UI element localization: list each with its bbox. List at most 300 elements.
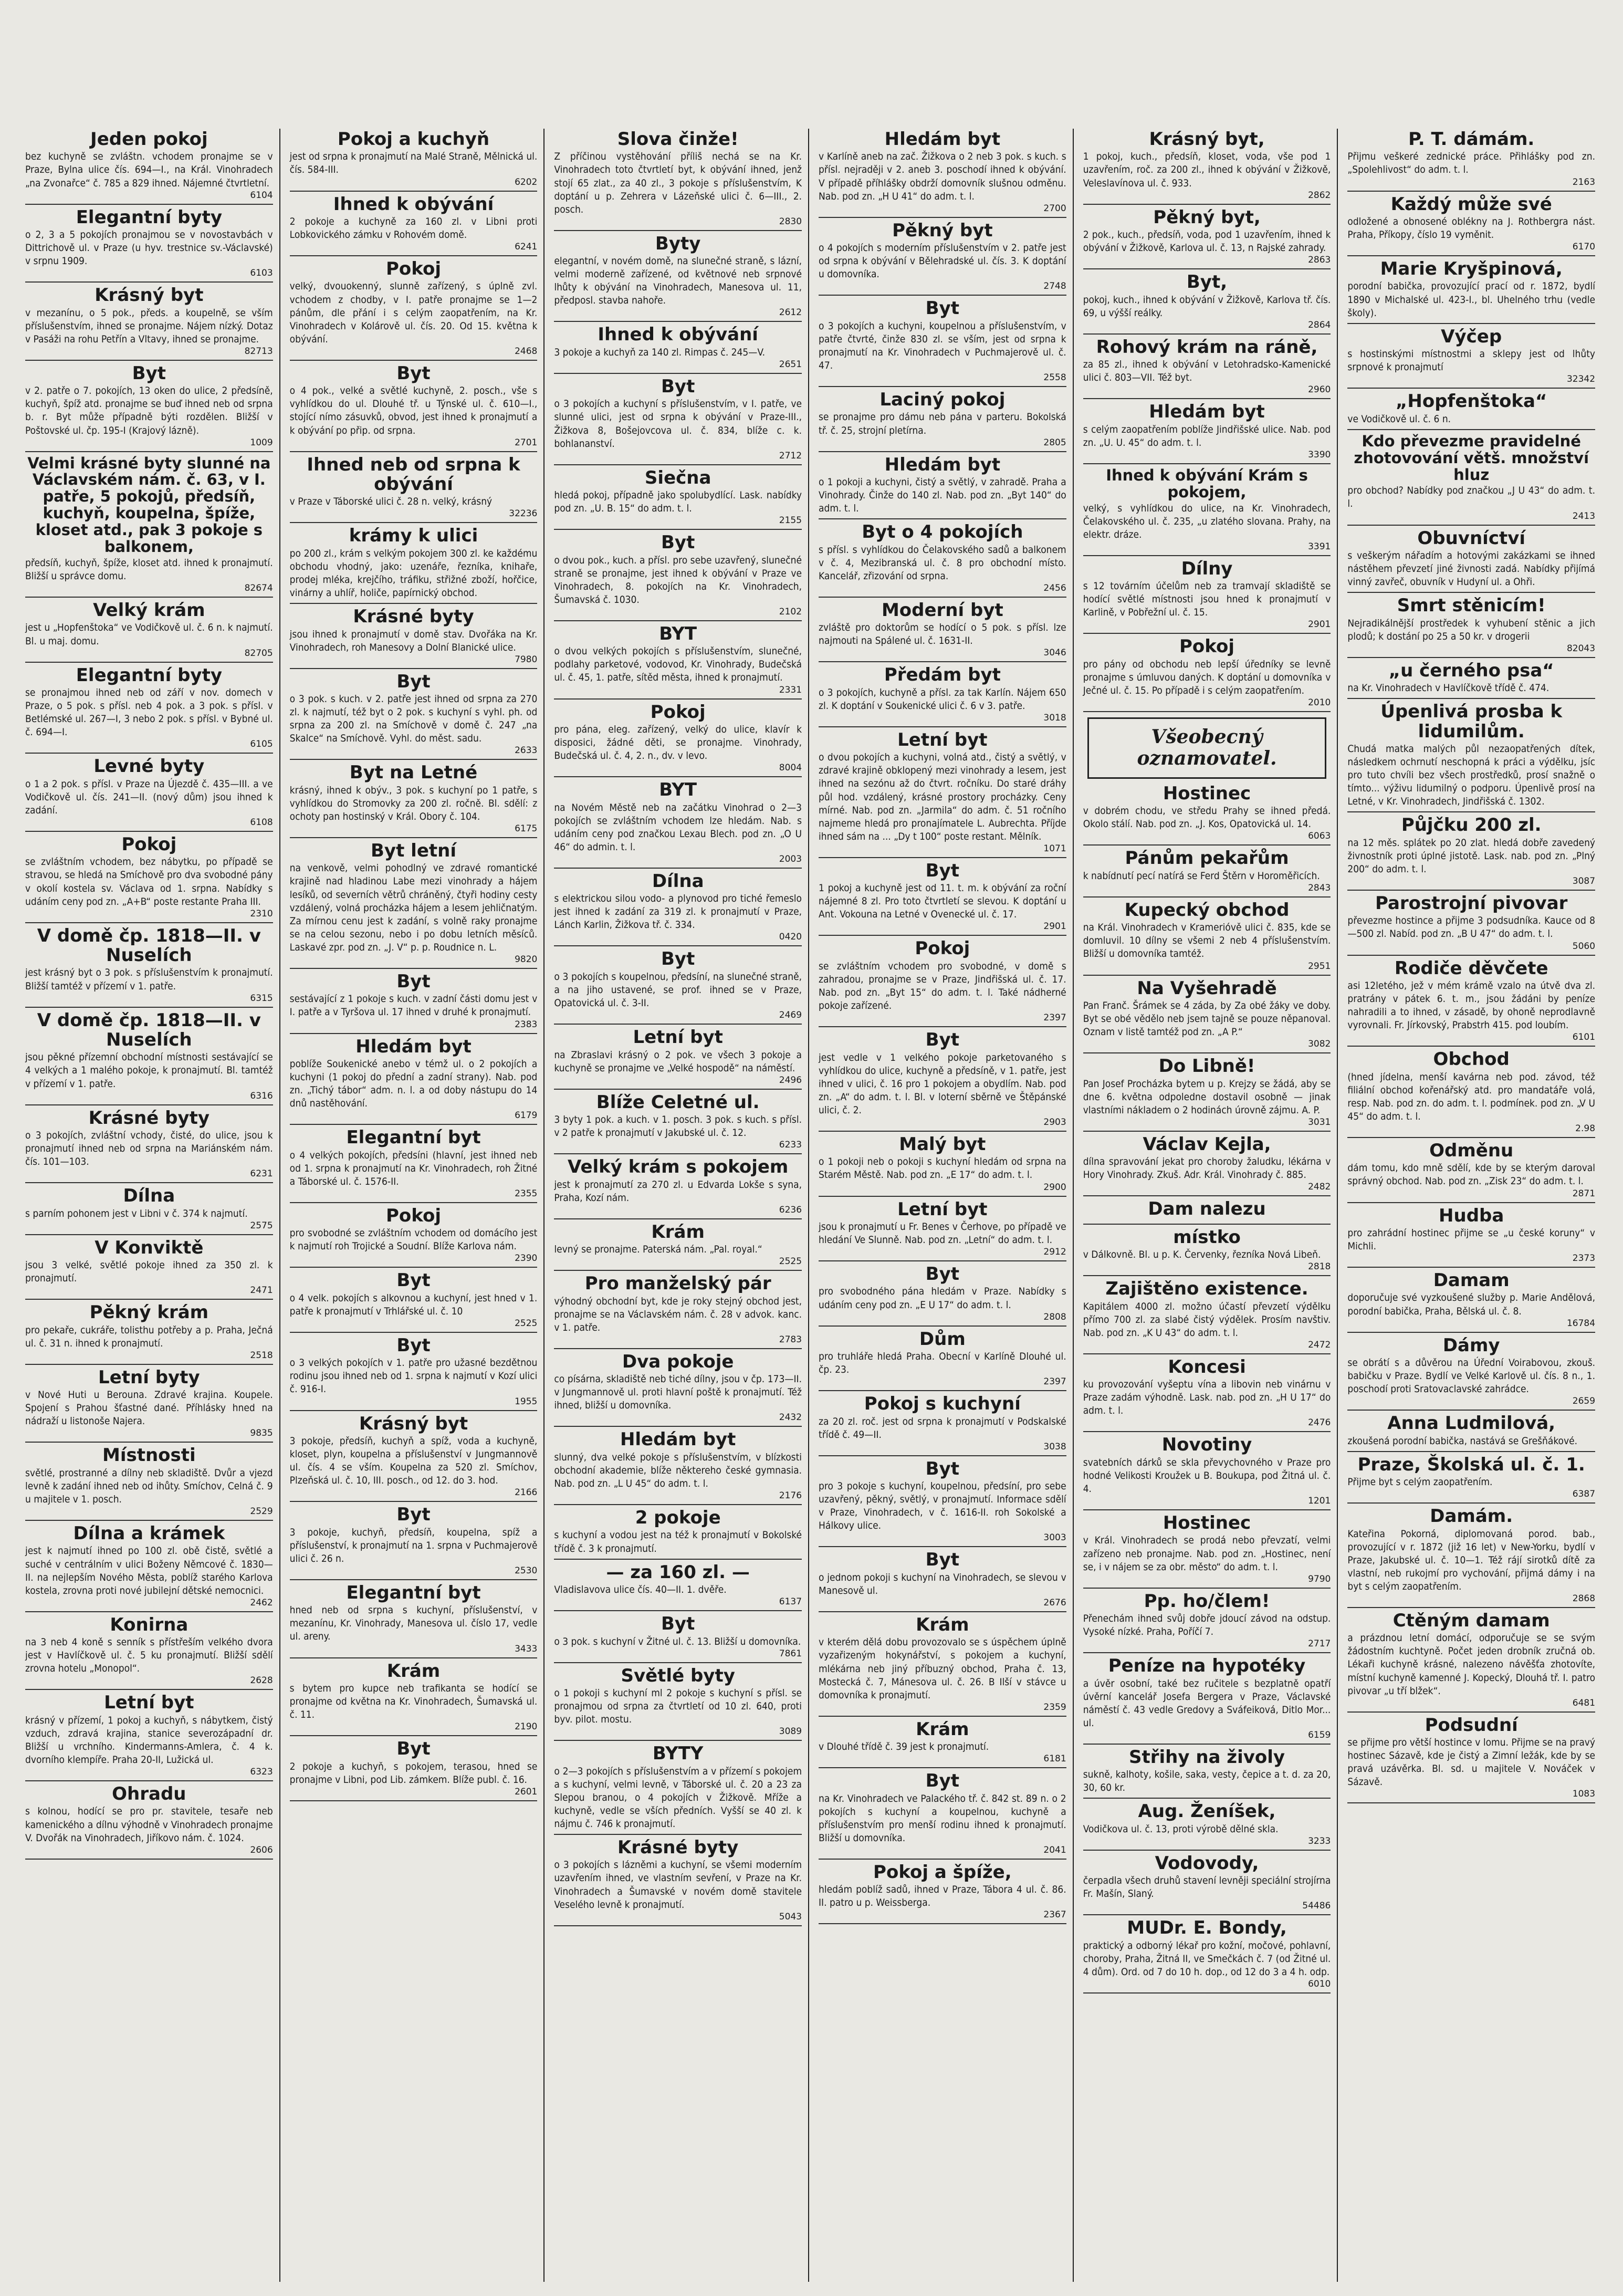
ad-body: levný se pronajme. Paterská nám. „Pal. royal.“: [554, 1244, 762, 1256]
ad-number: 2.98: [1575, 1123, 1596, 1134]
classified-ad: [25, 1368, 273, 1443]
ad-number: 7861: [779, 1648, 802, 1659]
ad-body: ku provozování vyšeptu vína a libovin neb vinárnu v Praze zadám výhodně. Lask. nab. pod zn. „H U 17“ do adm. t. l.: [1083, 1379, 1331, 1417]
ad-number: 3031: [1308, 1116, 1331, 1128]
ad-number: 9820: [515, 954, 538, 965]
classified-ad: [290, 1336, 538, 1411]
ad-title: Krásný byt,: [1149, 129, 1265, 150]
ad-body: o 3 pokojích s lázněmi a kuchyní, se všemi moderním uzavřením ihned, ve vlastním sevření, v Praze na Kr. Vinohradech a Šumavské v novém domě stavitele Veselého levně k pronajmutí.: [554, 1859, 802, 1911]
ad-title: Byt: [925, 1264, 960, 1285]
ad-body: na Kr. Vinohradech ve Palackého tř. č. 842 st. 89 n. o 2 pokojích s kuchyní a koupelnou, kuchyně a příslušenstvím pro menší rodinu ihned k pronajmutí. Bližší u domovníka.: [819, 1792, 1066, 1844]
ad-number: 6202: [515, 176, 538, 187]
ad-title: Byt: [925, 1458, 960, 1479]
classified-ad: [1083, 1592, 1331, 1654]
ad-title: Byt: [396, 1738, 431, 1760]
ad-body: na 3 neb 4 koně s senník s přístřeším velkého dvora jest v Havlíčkově ul. č. 5 ku pronajmutí. Bližší sdělí zrovna hotelu „Monopol“.: [25, 1636, 273, 1675]
ad-number: 8004: [779, 763, 802, 774]
classified-ad: [1347, 702, 1595, 812]
ad-body: o dvou pok., kuch. a přísl. pro sebe uzavřený, slunečné straně se pronajme, jest ihned k obývání v Praze ve Vinohradech, 8. pokojích na Kr. Vinohradech, Šumavská č. 1030.: [554, 554, 802, 606]
classified-ad: [290, 672, 538, 760]
ad-number: 2717: [1308, 1638, 1331, 1650]
ad-title: Na Vyšehradě: [1137, 977, 1277, 999]
classified-ad: [1347, 959, 1595, 1047]
ad-title: „Hopfenštoka“: [1396, 391, 1547, 412]
ad-body: pro truhláře hledá Praha. Obecní v Karlíně Dlouhé ul. čp. 23.: [819, 1351, 1066, 1376]
ad-body: o 1 pokoji neb o pokoji s kuchyní hledám od srpna na Starém Městě. Nab. pod zn. „E 17“ do adm. t. l.: [819, 1156, 1066, 1181]
ad-body: za 20 zl. roč. jest od srpna k pronajmutí v Podskalské třídě č. 49—II.: [819, 1415, 1066, 1441]
ad-number: 2606: [250, 1844, 273, 1855]
ad-number: 16784: [1566, 1318, 1596, 1329]
ad-number: 2525: [515, 1318, 538, 1329]
classified-ad: [25, 1186, 273, 1235]
ad-number: 2432: [779, 1412, 802, 1423]
ad-title: Hledám byt: [884, 129, 1001, 150]
ad-number: 0420: [779, 932, 802, 943]
ad-body: s kuchyní a vodou jest na též k pronajmutí v Bokolské třídě č. 3 k pronajmutí.: [554, 1529, 802, 1554]
ad-body: o 3 pok. s kuchyní v Žitné ul. č. 13. Bližší u domovníka.: [554, 1635, 801, 1647]
ad-body: o 3 pokojích a kuchyní s příslušenstvím, v I. patře, ve slunné ulici, jest od srpna k obývání v Praze-III., Žižkova 8, Bošejovcova ul. č. 834, blíže c. k. bohlananství.: [554, 398, 802, 450]
ad-body: Z příčinou vystěhování příliš nechá se na Kr. Vinohradech toto čtvrtletí byt, k obývání ihned, jenž stojí 65 zlat., za 40 zl., 3 pokoje s příslušenstvím, K doptání u p. Zehrera v Lázeňské ulici č. 6—III., 2. posch.: [554, 151, 802, 215]
ad-title: Blíže Celetné ul.: [596, 1091, 760, 1113]
ad-number: 2830: [779, 216, 802, 227]
classified-ad: [554, 1563, 802, 1611]
ad-title: Dům: [919, 1328, 966, 1350]
ad-title: Letní byt: [897, 729, 988, 750]
ad-body: jest krásný byt o 3 pok. s příslušenstvím k pronajmutí. Bližší tamtéž v přízemí v 1. patře.: [25, 967, 273, 992]
ad-body: jest od srpna k pronajmutí na Malé Straně, Mělnická ul. čís. 584-III.: [289, 151, 538, 176]
ad-number: 2700: [1043, 203, 1066, 214]
ad-title: krámy k ulici: [349, 525, 478, 547]
ad-number: 6170: [1572, 242, 1596, 253]
classified-ad: [1347, 596, 1595, 658]
ad-title: Ihned k obývání: [333, 193, 494, 215]
ad-title: Krásný byt: [359, 1413, 468, 1434]
ad-body: o 3 pokojích s koupelnou, předsíní, na slunečné straně, a na jiho ustavené, se prof. ihned se v Praze, Opatovická ul. č. 3-II.: [554, 970, 802, 1009]
ad-body: hledám poblíž sadů, ihned v Praze, Tábora 4 ul. č. 86. II. patro u p. Weissberga.: [819, 1884, 1066, 1909]
classified-ad: [1347, 1050, 1595, 1138]
ad-number: 3089: [779, 1726, 802, 1737]
ad-number: 6316: [250, 1090, 273, 1101]
ad-number: 2397: [1043, 1376, 1066, 1387]
ad-number: 7980: [515, 654, 538, 665]
classified-ad: [554, 872, 802, 947]
classified-ad: [1347, 1141, 1595, 1203]
ad-body: o 4 pok., velké a světlé kuchyně, 2. posch., vše s vyhlídkou do ul. Dlouhé tř. u Týnské ul. č. 610—I., stojící nímo zásuvků, obvod, jest ihned k pronajmutí a k obývání po přip. od srpna.: [289, 385, 538, 436]
ad-number: 2390: [515, 1253, 538, 1264]
ad-body: sestávající z 1 pokoje s kuch. v zadní části domu jest v I. patře a v Tyršova ul. 17 ihned v druhé k pronajmutí.: [289, 993, 538, 1018]
ad-number: 2676: [1043, 1597, 1066, 1608]
ad-title: Dílna: [652, 870, 704, 892]
classified-ad: [819, 1615, 1066, 1717]
ad-number: 3391: [1308, 541, 1331, 552]
ad-title: Ctěným damam: [1392, 1610, 1550, 1631]
ad-title: Rohový krám na ráně,: [1096, 336, 1318, 358]
ad-body: 2 pokoje a kuchyně za 160 zl. v Libni proti Lobkovického zámku v Rohovém domě.: [289, 215, 538, 241]
ad-number: 2456: [1043, 582, 1066, 593]
ad-body: jsou ihned k pronajmutí v domě stav. Dvořáka na Kr. Vinohradech, roh Manesovy a Dolní Blanické ulice.: [289, 628, 538, 653]
ad-title: Byt: [396, 671, 431, 692]
ad-number: 6387: [1572, 1489, 1596, 1500]
ad-number: 6323: [250, 1767, 273, 1778]
ad-title: Konirna: [110, 1614, 189, 1635]
ad-title: Krásné byty: [353, 606, 474, 628]
ad-title: Kupecký obchod: [1124, 899, 1290, 921]
ad-title: Novotiny: [1161, 1434, 1252, 1456]
classified-ad: [25, 1524, 273, 1612]
ad-number: 6159: [1308, 1729, 1331, 1740]
classified-ad: [819, 939, 1066, 1027]
classified-ad: [1083, 1918, 1331, 1994]
ad-number: 54486: [1302, 1901, 1331, 1912]
ad-number: 82705: [244, 648, 273, 659]
classified-ad: [25, 666, 273, 754]
classified-ad: [1083, 1802, 1331, 1850]
ad-title: Siečna: [644, 467, 711, 488]
classified-ad: [554, 377, 802, 465]
ad-number: 2863: [1308, 255, 1331, 266]
ad-number: 2783: [779, 1334, 802, 1345]
ad-body: o 4 velkých pokojích, předsíni (hlavní, jest ihned neb od 1. srpna k pronajmutí na Kr. Vinohradech, roh Žitné a Táborské ul. č. 1576-II.: [289, 1149, 538, 1187]
ad-body: pro pekaře, cukráře, tolisthu potřeby a p. Praha, Ječná ul. č. 31 n. ihned k pronajmutí.: [25, 1324, 273, 1349]
classified-ad: [819, 1863, 1066, 1925]
ad-title: Levné byty: [93, 756, 205, 777]
ad-title: Slova činže!: [617, 129, 739, 150]
ad-number: 2373: [1572, 1253, 1596, 1264]
ad-body: sukně, kalhoty, košile, saka, vesty, čepice a t. d. za 20, 30, 60 kr.: [1083, 1769, 1331, 1794]
classified-ad: [1347, 816, 1595, 891]
ad-number: 3082: [1308, 1039, 1331, 1050]
ad-title: Pokoj: [915, 938, 970, 959]
ad-title: Pokoj: [1179, 636, 1235, 658]
ad-number: 2469: [779, 1010, 802, 1021]
ad-title: Střihy na živoly: [1128, 1746, 1285, 1768]
ad-title: Každý může své: [1390, 193, 1552, 215]
classified-ad: [1347, 259, 1595, 324]
ad-body: dám tomu, kdo mně sdělí, kde by se kterým daroval správný obchod. Nab. pod zn. „Zisk 23“ do adm. t. l.: [1347, 1162, 1596, 1187]
ad-title: Byt: [396, 1270, 431, 1291]
newspaper-page: [21, 129, 1601, 2282]
ad-body: doporučuje své vyzkoušené služby p. Marie Andělová, porodní babička, Praha, Bělská ul. č. 8.: [1347, 1292, 1596, 1317]
ad-number: 3233: [1308, 1835, 1331, 1846]
ad-number: 1083: [1572, 1789, 1596, 1800]
ad-title: Dílna: [123, 1185, 175, 1207]
ad-body: Přenechám ihned svůj dobře jdoucí závod na odstup. Vysoké nízké. Praha, Poříčí 7.: [1083, 1613, 1331, 1638]
classified-ad: [819, 390, 1066, 452]
classified-ad: [1083, 1057, 1331, 1132]
ad-body: Vodičkova ul. č. 13, proti výrobě dělné skla.: [1083, 1823, 1279, 1835]
classified-ad: [554, 1274, 802, 1349]
ad-title: Pokoj: [121, 833, 177, 855]
ad-number: 3018: [1043, 712, 1066, 723]
classified-ad: [290, 763, 538, 838]
ad-title: Letní byt: [897, 1198, 988, 1220]
ad-number: 2651: [779, 359, 802, 370]
classified-ad: [290, 1206, 538, 1268]
ad-number: 1201: [1308, 1496, 1331, 1507]
ad-body: Pan Josef Procházka bytem u p. Krejzy se žádá, aby se dne 6. května odpoledne dostavil osobně — jinak vlastními nákladem o 2 hodinách úrovně zájmu. A. P.: [1083, 1078, 1331, 1116]
ad-body: Vladislavova ulice čís. 40—II. 1. dvěře.: [554, 1584, 727, 1596]
ad-title: Parostrojní pivovar: [1375, 893, 1568, 914]
ad-body: jest k najmutí ihned po 100 zl. obě čistě, světlé a suché v centrálním v ulici Boženy Němcové č. 1830—II. na nejlepším Nového Města, poblíž starého Karlova kostela, zrovna proti nové jubilejní dětské nemocnici.: [25, 1545, 273, 1596]
ad-title: Hostinec: [1163, 1512, 1251, 1534]
ad-title: Byt: [661, 948, 695, 970]
ad-title: Elegantní byty: [76, 206, 222, 228]
classified-ad: [819, 455, 1066, 520]
ad-title: Výčep: [1441, 326, 1502, 347]
ad-title: Koncesi: [1168, 1356, 1246, 1377]
ad-body: pokoj, kuch., ihned k obývání v Žižkově, Karlova tř. čís. 69, u výšší reálky.: [1083, 294, 1331, 319]
ad-title: Aug. Ženíšek,: [1138, 1801, 1276, 1822]
ad-body: o 4 velk. pokojích s alkovnou a kuchyní, jest hned v 1. patře k pronajmutí v Trhlářské ul. č. 10: [289, 1292, 538, 1317]
ad-number: 2659: [1572, 1396, 1596, 1407]
ad-body: o jednom pokoji s kuchyní na Vinohradech, se slevou v Manesově ul.: [819, 1571, 1066, 1596]
ad-body: po 200 zl., krám s velkým pokojem 300 zl. ke každému obchodu vhodný, jako: uzenáře, řezníka, knihaře, prodej mléka, krejčího, tráfiku, střižné zboží, hořčice, vinárny a uhlíř, holiče, papírnický obchod.: [289, 547, 538, 599]
classified-ad: [25, 1011, 273, 1105]
classified-ad: [1083, 1358, 1331, 1433]
ad-title: Byt letní: [371, 840, 456, 862]
classified-ad: [1083, 1135, 1331, 1197]
ad-body: v Praze v Táborské ulici č. 28 n. velký, krásný: [289, 496, 493, 508]
ad-title: — za 160 zl. —: [606, 1561, 750, 1583]
ad-number: 6315: [250, 993, 273, 1004]
ad-body: o 3 pokojích, kuchyně a přísl. za tak Karlín. Nájem 650 zl. K doptání v Soukenické ulici č. 6 v 3. patře.: [819, 686, 1066, 712]
ad-body: s veškerým nářadím a hotovými zakázkami se ihned nástěhem převzetí jiné živnosti zadá. Nabídky přijímá vinný zavřeč, obuvník v Hudyní ul. a Ohři.: [1347, 549, 1596, 588]
ad-number: 82043: [1566, 643, 1596, 654]
classified-ad: [1083, 467, 1331, 556]
classified-ad: [25, 1238, 273, 1300]
ad-number: 82713: [244, 346, 273, 357]
classified-ad: [819, 1330, 1066, 1392]
ad-title: Byt na Letné: [349, 762, 478, 784]
ad-title: Hudba: [1439, 1205, 1504, 1226]
classified-ad: [819, 1030, 1066, 1132]
ad-title: V Konviktě: [95, 1237, 204, 1258]
ad-title: BYT: [659, 623, 697, 644]
ad-number: 2901: [1043, 921, 1066, 932]
classified-ad: [554, 1614, 802, 1663]
ad-title: Půjčku 200 zl.: [1401, 815, 1542, 836]
ad-title: Místnosti: [102, 1445, 196, 1466]
ad-number: 2901: [1308, 619, 1331, 630]
ad-body: v 2. patře o 7. pokojích, 13 oken do ulice, 2 předsíně, kuchyň, špíž atd. pronajme se buď ihned neb od srpna b. r. Byt může případně býti rozdělen. Bližší v Poštovské ul. čp. 195-I (Krajový lázně).: [25, 385, 273, 436]
ad-body: 3 pokoje, kuchyň, předsíň, koupelna, spíž a příslušenství, k pronajmutí na 1. srpna v Puchmajerově ulici č. 26 n.: [289, 1526, 538, 1564]
classified-column: [1343, 129, 1601, 2282]
ad-title: Podsudní: [1425, 1714, 1518, 1736]
ad-body: k nabídnutí pecí natírá se Ferd Štěrn v Horoměřicích.: [1083, 870, 1320, 882]
classified-ad: [290, 1414, 538, 1502]
ad-body: jsou pěkné přízemní obchodní místnosti sestávající se 4 velkých a 1 malého pokoje, k pronajmutí. Bl. tamtéž v přízemí v 1. patře.: [25, 1051, 273, 1090]
classified-ad: [1083, 784, 1331, 846]
ad-body: o 2—3 pokojích s příslušenstvím a v přízemí s pokojem a s kuchyní, velmi levně, v Táborské ul. č. 20 a 23 za Slepou branou, o 4 pokojích v Žižkově. Mříže a kuchyně, vedle se vších předních. Vyšší se 40 zl. k nájmu č. 746 k pronajmutí.: [554, 1765, 802, 1830]
ad-title: Peníze na hypotéky: [1108, 1655, 1306, 1677]
classified-ad: [554, 468, 802, 530]
ad-title: Pokoj: [386, 258, 441, 280]
ad-title: Krásné byty: [88, 1107, 210, 1129]
ad-title: Byt: [925, 1770, 960, 1792]
classified-ad: [554, 1430, 802, 1505]
ad-title: Velký krám: [93, 600, 205, 621]
ad-title: Ihned neb od srpna k obývání: [307, 454, 520, 495]
ad-title: Byt: [925, 1029, 960, 1051]
classified-ad: [1083, 979, 1331, 1054]
classified-ad: [1083, 1228, 1331, 1276]
ad-number: 9835: [250, 1428, 273, 1439]
classified-ad: [25, 1303, 273, 1365]
ad-body: s přísl. s vyhlídkou do Čelakovského sadů a balkonem v č. 4, Mezibranská ul. č. 8 pro obchodní místo. Kancelář, zřizování od srpna.: [819, 544, 1066, 582]
ad-title: Dam nalezu: [1148, 1198, 1266, 1220]
ad-body: v Karlíně aneb na zač. Žižkova o 2 neb 3 pok. s kuch. s přísl. nejraději v 2. aneb 3. poschodí ihned k obývání. V případě příhlášky obdrží domovník slušnou odměnu. Nab. pod zn. „H U 41“ do adm. t. l.: [819, 151, 1066, 202]
ad-number: 1071: [1043, 843, 1066, 854]
classified-ad: [1347, 1336, 1595, 1411]
classified-ad: [554, 1838, 802, 1926]
classified-ad: [1347, 1716, 1595, 1804]
ad-number: 2871: [1572, 1188, 1596, 1199]
ad-body: jest k pronajmutí za 270 zl. u Edvarda Lokše s syna, Praha, Kozí nám.: [554, 1178, 802, 1204]
ad-body: na Novém Městě neb na začátku Vinohrad o 2—3 pokojích se zvláštním vchodem lze hledám. Nab. s udáním ceny pod značkou Lexau Blech. pod zn. „O U 46“ do admin. t. l.: [554, 801, 802, 853]
ad-title: Byt: [925, 860, 960, 881]
ad-number: 2102: [779, 606, 802, 617]
ad-title: Elegantní byt: [346, 1582, 481, 1603]
classified-ad: [1347, 195, 1595, 257]
classified-ad: [1083, 1199, 1331, 1224]
ad-number: 6241: [515, 242, 538, 253]
ad-body: na Kr. Vinohradech v Havlíčkově třídě č. 474.: [1347, 682, 1549, 694]
classified-ad: [1347, 130, 1595, 192]
ad-body: čerpadla všech druhů stavení levněji speciální strojírna Fr. Mašín, Slaný.: [1083, 1875, 1331, 1900]
ad-title: Pánům pekařům: [1125, 848, 1289, 869]
ad-body: 3 byty 1 pok. a kuch. v 1. posch. 3 pok. s kuch. s přísl. v 2 patře k pronajmutí v Jakubské ul. č. 12.: [554, 1114, 802, 1139]
ad-number: 2190: [515, 1721, 538, 1733]
ad-title: Zajištěno existence.: [1105, 1278, 1308, 1300]
ad-body: jsou k pronajmutí u Fr. Benes v Čerhove, po případě ve hledání Ve Slunně. Nab. pod zn. „Letní“ do adm. t. l.: [819, 1220, 1066, 1246]
classified-ad: [25, 1693, 273, 1781]
ad-body: v kterém dělá dobu provozovalo se s úspěchem úplně vyzařizeným hokynářství, s pokojem a kuchyní, mlékárna neb jiný příbuzný obchod, Praha č. 13, Mostecká č. 7, Mánesova ul. č. 26. B Ilší v stávce u domovníka k pronajmutí.: [819, 1636, 1066, 1701]
classified-ad: [554, 1157, 802, 1219]
ad-body: porodní babička, provozující prací od r. 1872, bydlí 1890 v Michalské ul. 423-I., bl. Uhelného trhu (vedle školy).: [1347, 280, 1596, 319]
ad-title: Letní byt: [633, 1027, 723, 1048]
classified-ad: [1347, 1206, 1595, 1268]
classified-ad: [290, 972, 538, 1034]
classified-ad: [25, 926, 273, 1008]
classified-ad: [1347, 1271, 1595, 1333]
ad-number: 2476: [1308, 1417, 1331, 1428]
ad-number: 1955: [515, 1396, 538, 1407]
ad-body: v Král. Vinohradech se prodá nebo převzatí, velmi zařízeno neb pronajme. Nab. pod zn. „Hostinec, není se, i v nájem se za obr. město“ do adm. t. l.: [1083, 1535, 1331, 1573]
ad-body: s celým zaopatřením poblíže Jindřišské ulice. Nab. pod zn. „U. U. 45“ do adm. t. l.: [1083, 423, 1331, 448]
classified-ad: [1083, 1748, 1331, 1799]
ad-title: Praze, Školská ul. č. 1.: [1357, 1454, 1585, 1475]
ad-title: Pokoj a špíže,: [873, 1861, 1012, 1883]
ad-body: pro 3 pokoje s kuchyní, koupelnou, předsíní, pro sebe uzavřený, pěkný, světlý, v pronajmutí. Informace sdělí v Praze, Vinohradech, v č. 1616-II. roh Sokolské a Hálkovy ulice.: [819, 1480, 1066, 1532]
ad-body: o 1 a 2 pok. s přísl. v Praze na Újezdě č. 435—III. a ve Vodičkově ul. čís. 241—II. (nový dům) jsou ihned k zadání.: [25, 778, 273, 816]
ad-body: o 3 pok. s kuch. v 2. patře jest ihned od srpna za 270 zl. k najmutí, též byt o 2 pok. s kuchyní s vyhl. ph. od srpna za 200 zl. na Smíchově v domě č. 247 „na Skalce“ na Smíchově. Vyhl. do měst. sadu.: [289, 693, 538, 745]
classified-ad: [290, 364, 538, 452]
ad-body: v Nové Huti u Berouna. Zdravé krajina. Koupele. Spojení s Prahou šťastné dané. Příhlásky hned na nádraží u listonoše Najera.: [25, 1389, 273, 1427]
ad-body: na 12 měs. splátek po 20 zlat. hledá dobře zavedený živnostník proti úplné jistotě. Lask. nab. pod zn. „Plný 200“ do adm. t. l.: [1347, 837, 1596, 875]
ad-body: velký, dvouokenný, slunně zařízený, s úplně zvl. vchodem z chodby, v I. patře pronajme se 1—2 pánům, dle přání i s celým zaopatřením, na Kr. Vinohradech v Kolárově ul. čís. 20. Od 15. května k obývání.: [289, 280, 538, 345]
ad-title: Byt: [396, 1334, 431, 1356]
ad-number: 6108: [250, 817, 273, 828]
ad-title: Pěkný byt: [892, 220, 993, 241]
ad-title: Obuvníctví: [1417, 527, 1526, 549]
ad-title: Velký krám s pokojem: [568, 1156, 789, 1178]
ad-number: 5043: [779, 1911, 802, 1922]
classified-ad: [290, 259, 538, 361]
ad-number: 2496: [779, 1074, 802, 1086]
ad-number: 2900: [1043, 1182, 1066, 1193]
classified-ad: [1347, 392, 1595, 430]
ad-number: 2471: [250, 1285, 273, 1296]
classified-ad: [819, 1394, 1066, 1456]
ad-title: Moderní byt: [881, 599, 1003, 621]
classified-ad: [1347, 661, 1595, 699]
classified-ad: [819, 523, 1066, 598]
classified-ad: [290, 1662, 538, 1737]
ad-body: jsou 3 velké, světlé pokoje ihned za 350 zl. k pronajmutí.: [25, 1259, 273, 1285]
ad-title: Byt: [661, 532, 695, 554]
ad-body: zvláště pro doktorům se hodící o 5 pok. s přísl. lze najmouti na Spálené ul. č. 1631-II.: [819, 622, 1066, 647]
classified-ad: [819, 299, 1066, 387]
ad-number: 6104: [250, 190, 273, 201]
ad-title: Hostinec: [1163, 782, 1251, 804]
ad-title: Hledám byt: [884, 454, 1001, 475]
classified-ad: [819, 1200, 1066, 1262]
classified-ad: [1347, 1455, 1595, 1504]
classified-ad: [819, 1720, 1066, 1768]
ad-body: elegantní, v novém domě, na slunečné straně, s lázní, velmi moderně zařízené, od květnové neb srpnové lhůty k obývání na Vinohradech, Manesova ul. 11, předposl. stavba nahoře.: [554, 255, 802, 307]
ad-body: s parním pohonem jest v Libni v č. 374 k najmutí.: [25, 1207, 248, 1219]
ad-title: Dámy: [1442, 1334, 1500, 1356]
classified-ad: [1083, 208, 1331, 270]
ad-body: v Dlouhé třídě č. 39 jest k pronajmutí.: [819, 1741, 989, 1753]
ad-body: poblíže Soukenické anebo v témž ul. o 2 pokojích a kuchyni (1 pokoj do přední a zadní strany). Nab. pod zn. „Tichý tábor“ adm. n. l. a od doby nástupu do 14 dnů nastěhování.: [289, 1058, 538, 1110]
ad-number: 6175: [515, 823, 538, 834]
classified-ad: [25, 1784, 273, 1860]
ad-number: 2462: [250, 1597, 273, 1608]
ad-number: 2805: [1043, 437, 1066, 448]
classified-ad: [25, 455, 273, 598]
ad-number: 2862: [1308, 190, 1331, 201]
ad-body: a prázdnou letní domácí, odporučuje se se svým žádostním kuchtyně. Počet jeden drobník zručná ob. Lékaři kuchyně krásné, nalezeno návěšťa zhotovíte, místní kuchyně kamenné J. Kopecký, Dlouhá tř. I. patro pivovar „u tří blžek“.: [1347, 1632, 1596, 1697]
ad-body: 1 pokoj, kuch., předsíň, kloset, voda, vše pod 1 uzavřením, roč. za 200 zl., ihned k obývání v Žižkově, Veleslavínova ul. č. 933.: [1083, 151, 1331, 189]
ad-body: 1 pokoj a kuchyně jest od 11. t. m. k obývání za roční nájemné 8 zl. Pro toto čtvrtletí se slevou. K doptání u Ant. Vokouna na Letné v Ovenecké ul. č. 17.: [819, 882, 1066, 921]
ad-number: 2003: [779, 853, 802, 864]
ad-number: 6137: [779, 1596, 802, 1608]
ad-title: Byt,: [1186, 272, 1228, 293]
classified-ad: [290, 1739, 538, 1801]
ad-body: o 1 pokoji a kuchyni, čistý a světlý, v zahradě. Praha a Vinohrady. Činže do 140 zl. Nab. pod zn. „Byt 140“ do adm. t. l.: [819, 476, 1066, 515]
ad-body: praktický a odborný lékař pro kožní, močové, pohlavní, choroby, Praha, Žitná II, ve Smečkách č. 7 (od Žitné ul. 4 dům). Ord. od 7 do 10 h. dop., od 12 do 3 a 4 h. odp.: [1083, 1939, 1331, 1978]
ad-number: 1009: [250, 437, 273, 448]
ad-body: ve Vodičkově ul. č. 6 n.: [1347, 413, 1451, 425]
ad-body: Přijmu veškeré zednické práce. Přihlášky pod zn. „Spolehlivost“ do adm. t. l.: [1347, 151, 1596, 176]
classified-ad: [554, 1223, 802, 1271]
classified-ad: [554, 780, 802, 869]
ad-number: 2628: [250, 1675, 273, 1686]
classified-ad: [1083, 338, 1331, 400]
ad-title: BYTY: [652, 1743, 704, 1765]
ad-body: se zvláštním vchodem pro svobodné, v domě s zahradou, pronajme se v Praze, Jindřišská ul. č. 17. Nab. pod zn. „Byt 15“ do adm. t. l. Také nádherné pokoje zařízené.: [819, 960, 1066, 1012]
ad-body: pro svobodného pána hledám v Praze. Nabídky s udáním ceny pod zn. „E U 17“ do adm. t. l.: [819, 1286, 1066, 1311]
classified-ad: [1347, 1611, 1595, 1713]
ad-body: pro obchod? Nabídky pod značkou „J U 43“ do adm. t. l.: [1347, 485, 1596, 510]
classified-ad: [554, 1744, 802, 1835]
classified-ad: [290, 455, 538, 524]
classified-ad: [819, 130, 1066, 218]
ad-body: 2 pokoje a kuchyň, s pokojem, terasou, hned se pronajme v Libni, pod Lib. zámkem. Blíže publ. č. 16.: [289, 1760, 538, 1786]
ad-body: se zvláštním vchodem, bez nábytku, po případě se stravou, se hledá na Smíchově pro dva svobodné pány v okolí kostela sv. Václava od 1. srpna. Nabídky s udáním ceny pod zn. „A+B“ poste restante Praha III.: [25, 856, 273, 907]
ad-body: o 1 pokoji s kuchyní ml 2 pokoje s kuchyní s přísl. se pronajmou od srpna za čtvrtletí od 10 zl. 640, proti byv. pilot. mostu.: [554, 1687, 802, 1726]
